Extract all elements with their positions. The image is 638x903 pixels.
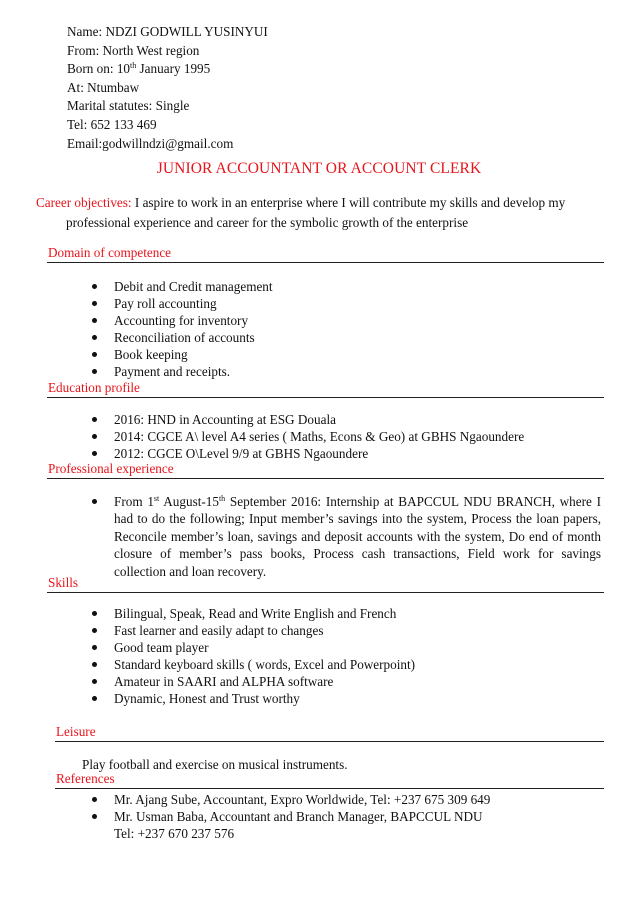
list-item: Fast learner and easily adapt to changes — [87, 622, 415, 639]
skills-heading: Skills — [47, 574, 604, 593]
competence-heading: Domain of competence — [47, 244, 604, 263]
career-objectives: Career objectives: I aspire to work in an enterprise where I will contribute my skills and develop my professional experience and career for the symbolic growth of the enterprise — [36, 195, 566, 230]
leisure-text: Play football and exercise on musical instruments. — [82, 757, 348, 772]
email-line: Email:godwillndzi@gmail.com — [67, 135, 234, 151]
list-item: Standard keyboard skills ( words, Excel and Powerpoint) — [87, 656, 415, 673]
list-item: Pay roll accounting — [87, 295, 273, 312]
references-list — [87, 791, 490, 842]
skills-list — [87, 605, 415, 707]
experience-heading: Professional experience — [47, 460, 604, 479]
list-item: Book keeping — [87, 346, 273, 363]
personal-info — [67, 23, 268, 153]
leisure-heading: Leisure — [55, 723, 604, 742]
list-item: Reconciliation of accounts — [87, 329, 273, 346]
list-item: Mr. Usman Baba, Accountant and Branch Manager, BAPCCUL NDU Tel: +237 670 237 576 — [87, 808, 490, 842]
list-item: 2016: HND in Accounting at ESG Douala — [87, 411, 524, 428]
name-line: Name: NDZI GODWILL YUSINYUI — [67, 24, 268, 39]
list-item: Bilingual, Speak, Read and Write English and French — [87, 605, 415, 622]
list-item: Payment and receipts. — [87, 363, 273, 380]
list-item: Accounting for inventory — [87, 312, 273, 329]
list-item: Amateur in SAARI and ALPHA software — [87, 673, 415, 690]
list-item: Good team player — [87, 639, 415, 656]
education-heading: Education profile — [47, 379, 604, 398]
marital-status-line: Marital statutes: Single — [67, 98, 190, 114]
birthplace-line: At: Ntumbaw — [67, 79, 140, 95]
education-list — [87, 411, 524, 462]
references-heading: References — [55, 770, 604, 789]
list-item: 2012: CGCE O\Level 9/9 at GBHS Ngaoundere — [87, 445, 524, 462]
list-item: Debit and Credit management — [87, 278, 273, 295]
job-title: JUNIOR ACCOUNTANT OR ACCOUNT CLERK — [156, 160, 482, 177]
list-item: Dynamic, Honest and Trust worthy — [87, 690, 415, 707]
experience-list — [87, 493, 601, 580]
origin-line: From: North West region — [67, 42, 200, 58]
career-objectives-label: Career objectives: — [36, 195, 132, 210]
list-item: From 1st August-15th September 2016: Internship at BAPCCUL NDU BRANCH, where I had to do the following; Input member’s savings into the system, Process the loan papers, Reconcile member’s loan, savings and deposit accounts with the system, Do end of month closure of member’s pass books, Process cash transactions, Field work for savings collection and loan recovery. — [87, 493, 601, 580]
list-item: Mr. Ajang Sube, Accountant, Expro Worldwide, Tel: +237 675 309 649 — [87, 791, 490, 808]
list-item: 2014: CGCE A\ level A4 series ( Maths, Econs & Geo) at GBHS Ngaoundere — [87, 428, 524, 445]
birth-date-line: Born on: 10th January 1995 — [67, 61, 211, 77]
competence-list — [87, 278, 273, 380]
phone-line: Tel: 652 133 469 — [67, 116, 157, 132]
